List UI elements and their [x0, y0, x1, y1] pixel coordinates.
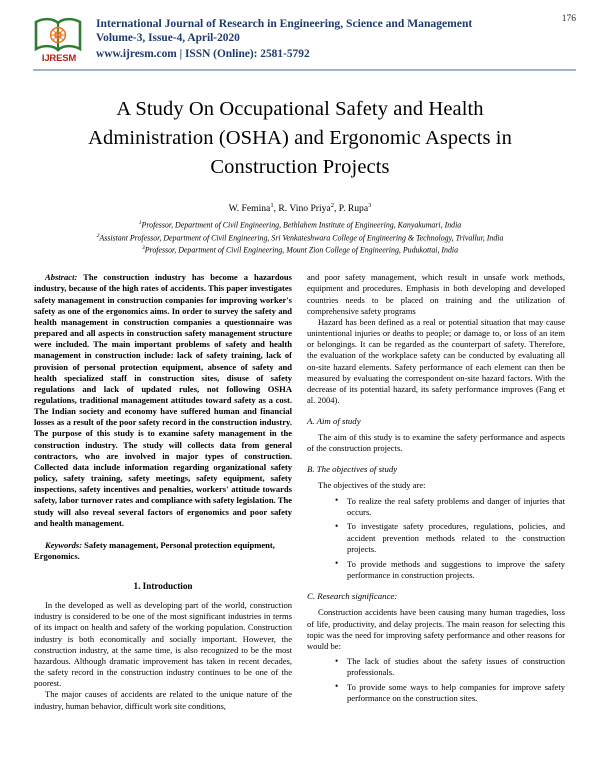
- intro-paragraph-3: and poor safety management, which result in unsafe work methods, equipment and procedures. Emphasis in both developing and developed countries needs to be placed on training and the utilization of comprehensive safety programs: [307, 272, 565, 316]
- abstract-label: Abstract:: [45, 272, 78, 283]
- journal-volume: Volume-3, Issue-4, April-2020: [96, 32, 240, 45]
- article-title: A Study On Occupational Safety and Health Administration (OSHA) and Ergonomic Aspects in Construction Projects: [88, 98, 512, 178]
- affiliation-2-marker: 2: [96, 232, 100, 239]
- masthead: [0, 0, 600, 64]
- subsection-heading-research-significance: C. Research significance:: [307, 591, 398, 602]
- section-heading-introduction: 1. Introduction: [133, 581, 193, 592]
- author-list: [52, 200, 548, 216]
- keywords-text: Safety management, Personal protection equipment, Ergonomics.: [34, 539, 275, 562]
- abstract-text: The construction industry has become a hazardous industry, because of the high rates of accidents. This paper investigates safety management in construction companies for improving worker's safety as one of the ergonomics aims. In order to survey the safety and health management in construction companies a questionnaire was prepared and all aspects in construction safety management structure were included. The main important problems of safety and health management in construction include: lack of safety training, lack of provision of personal protection equipment, absence of safety and health specialized staff in construction sites, disuse of safety regulations and lack of updated rules, not following OSHA regulations, traditional management attitudes toward safety as a cost. The Indian society and economy have suffered human and financial losses as a result of the poor safety record in the construction industry. The purpose of this study is to examine safety management in the construction industry. The study will collects data from general contractors, who are involved in major types of construction. Collected data include information regarding organizational safety policy, safety training, safety meetings, safety equipment, safety inspections, safety incentives and penalties, workers' attitude towards safety, labor turnover rates and compliance with safety legislation. The study will also reveal several factors of ergonomics and poor safety and health management.: [34, 272, 292, 528]
- objectives-lead: The objectives of the study are:: [318, 480, 426, 491]
- column-left: [34, 272, 292, 711]
- objectives-list: [307, 496, 565, 582]
- author-2-affil-marker: 2: [330, 202, 334, 209]
- list-item: • The lack of studies about the safety issues of construction professionals.: [335, 656, 565, 679]
- journal-logo-text: IJRESM: [41, 53, 77, 64]
- open-book-icon: [33, 16, 83, 54]
- aim-paragraph: The aim of this study is to examine the safety performance and aspects of the construction projects.: [307, 432, 565, 454]
- affiliation-1: [46, 218, 554, 231]
- abstract-paragraph: [34, 272, 292, 529]
- author-3-name: , P. Rupa: [334, 203, 369, 215]
- body-columns: [0, 272, 600, 711]
- author-1-affil-marker: 1: [270, 202, 274, 209]
- journal-name: International Journal of Research in Engineering, Science and Management: [96, 17, 473, 30]
- affiliation-list: [46, 218, 554, 256]
- affiliation-1-marker: 1: [138, 219, 142, 226]
- author-2-name: , R. Vino Priya: [273, 203, 331, 215]
- keywords-label: Keywords:: [45, 539, 83, 550]
- journal-logo: [33, 16, 85, 64]
- list-item: • To investigate safety procedures, regulations, policies, and accident prevention methods related to the construction projects.: [335, 521, 565, 555]
- intro-paragraph-4: Hazard has been defined as a real or potential situation that may cause unintentional injuries or deaths to people; or damage to, or loss of an item or belongings. It can be regarded as the counterpart of safety. Therefore, the evaluation of the workplace safety can be conducted by evaluating all on-site hazard elements. Safety performance of each element can then be measured by evaluating the correspondent on-site hazard factors. With the decrease of its potential hazard, its safety performance improves (Fang et al. 2004).: [307, 316, 565, 405]
- affiliation-2: [46, 231, 554, 244]
- subsection-heading-objectives: B. The objectives of study: [307, 464, 398, 475]
- affiliation-3: [46, 243, 554, 256]
- keywords-paragraph: [34, 540, 292, 562]
- intro-paragraph-1: In the developed as well as developing part of the world, construction industry is considered to be one of the most significant industries in terms of its impact on health and safety of the working population. Construction industry is both economically and socially important. However, the construction industry, at the same time, is also recognized to be the most hazardous. Although dramatic improvement has taken in recent decades, the safety record in the construction industry continues to be one of the poorest.: [34, 600, 292, 689]
- page-number: 176: [561, 14, 576, 24]
- column-right: [307, 272, 565, 711]
- list-item: • To provide methods and suggestions to improve the safety performance in construction projects.: [335, 559, 565, 582]
- list-item: • To realize the real safety problems and danger of injuries that occurs.: [335, 496, 565, 519]
- subsection-heading-aim: A. Aim of study: [307, 416, 361, 427]
- masthead-divider: [33, 69, 576, 71]
- list-item: • To provide some ways to help companies for improve safety performance on the construction sites.: [335, 682, 565, 705]
- affiliation-3-text: Professor, Department of Civil Engineering, Mount Zion College of Engineering, Pudukottai, India: [144, 246, 459, 256]
- research-significance-paragraph: Construction accidents have been causing many human tragedies, loss of life, productivity, and delay projects. The main reason for selecting this topic was the need for improving safety performance and other reasons for would be:: [307, 607, 565, 651]
- journal-identity: [85, 14, 564, 62]
- affiliation-2-text: Assistant Professor, Department of Civil Engineering, Sri Venkateshwara College of Engineering & Technology, Trivallur, India: [99, 233, 504, 243]
- intro-paragraph-2: The major causes of accidents are related to the unique nature of the industry, human behavior, difficult work site conditions,: [34, 689, 292, 711]
- research-significance-list: [307, 656, 565, 705]
- author-3-affil-marker: 3: [368, 202, 372, 209]
- journal-website-issn: www.ijresm.com | ISSN (Online): 2581-5792: [96, 47, 310, 60]
- affiliation-1-text: Professor, Department of Civil Engineering, Bethlahem Institute of Engineering, Kanyakumari, India: [141, 220, 462, 230]
- affiliation-3-marker: 3: [141, 245, 145, 252]
- author-1-name: W. Femina: [228, 203, 271, 215]
